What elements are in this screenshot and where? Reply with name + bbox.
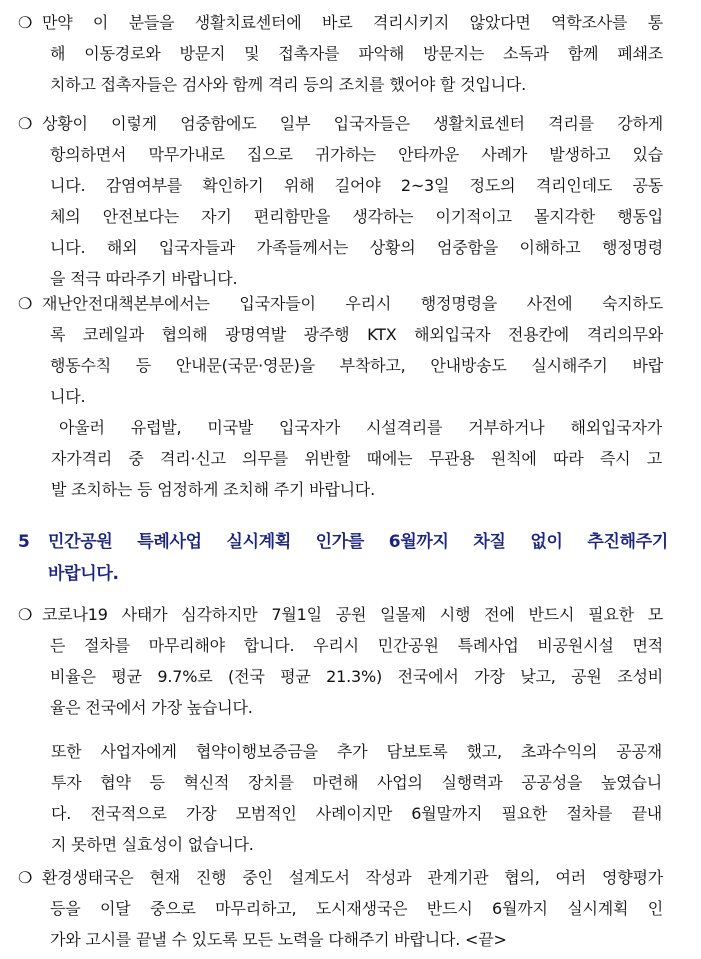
text-line: 록 코레일과 협의해 광명역발 광주행 KTX 해외입국자 전용칸에 격리의무와	[50, 325, 663, 344]
section-heading-park-project	[18, 526, 668, 590]
bullet-icon: ❍	[18, 868, 33, 887]
text-line: 코로나19 사태가 심각하지만 7월1일 공원 일몰제 시행 전에 반드시 필요한 모	[42, 605, 663, 624]
text-line: 항의하면서 막무가내로 집으로 귀가하는 안타까운 사례가 발생하고 있습	[50, 145, 663, 164]
text-line: 또한 사업자에게 협약이행보증금을 추가 담보토록 했고, 초과수익의 공공재	[51, 742, 662, 761]
text-line: 다. 전국적으로 가장 모범적인 사례이지만 6월말까지 필요한 절차를 끝내	[51, 804, 662, 823]
text-line: 투자 협약 등 혁신적 장치를 마련해 사업의 실행력과 공공성을 높였습니	[51, 773, 662, 792]
bullet-paragraph-entrant-refusal	[18, 108, 663, 294]
text-line: 체의 안전보다는 자기 편리함만을 생각하는 이기적이고 몰지각한 행동입	[50, 207, 663, 226]
paragraph-performance-bond	[51, 736, 662, 860]
text-line: 환경생태국은 현재 진행 중인 설계도서 작성과 관계기관 협의, 여러 영향평가	[42, 868, 663, 887]
text-line: 발 조치하는 등 엄정하게 조치해 주기 바랍니다.	[51, 480, 376, 499]
text-line: 가와 고시를 끝낼 수 있도록 모든 노력을 다해주기 바랍니다. <끝>	[50, 930, 507, 949]
text-line: 비율은 평균 9.7%로 (전국 평균 21.3%) 전국에서 가장 낮고, 공원 조성비	[50, 667, 663, 686]
bullet-paragraph-park-sunset	[18, 599, 663, 723]
section-number: 5	[18, 532, 30, 552]
bullet-icon: ❍	[18, 114, 33, 133]
bullet-icon: ❍	[18, 13, 33, 32]
text-line: 등을 이달 중으로 마무리하고, 도시재생국은 반드시 6월까지 실시계획 인	[50, 899, 663, 918]
text-line: 만약 이 분들을 생활치료센터에 바로 격리시키지 않았다면 역학조사를 통	[42, 13, 663, 32]
bullet-paragraph-environment-bureau	[18, 862, 663, 955]
text-line: 행동수칙 등 안내문(국문·영문)을 부착하고, 안내방송도 실시해주기 바랍	[50, 356, 663, 375]
text-line: 을 적극 따라주기 바랍니다.	[50, 269, 238, 288]
text-line: 자가격리 중 격리·신고 의무를 위반할 때에는 무관용 원칙에 따라 즉시 고	[51, 449, 662, 468]
text-line: 지 못하면 실효성이 없습니다.	[51, 835, 254, 854]
paragraph-zero-tolerance	[51, 412, 662, 505]
bullet-icon: ❍	[18, 294, 33, 313]
text-line: 상황이 이렇게 엄중함에도 일부 입국자들은 생활치료센터 격리를 강하게	[42, 114, 663, 133]
text-line: 해 이동경로와 방문지 및 접촉자를 파악해 방문지는 소독과 함께 폐쇄조	[50, 44, 663, 63]
text-line: 든 절차를 마무리해야 합니다. 우리시 민간공원 특례사업 비공원시설 면적	[50, 636, 663, 655]
text-line: 율은 전국에서 가장 높습니다.	[50, 698, 253, 717]
text-line: 아울러 유럽발, 미국발 입국자가 시설격리를 거부하거나 해외입국자가	[59, 418, 662, 437]
bullet-paragraph-ktx-notice	[18, 288, 663, 412]
text-line: 니다.	[50, 387, 86, 406]
text-line: 재난안전대책본부에서는 입국자들이 우리시 행정명령을 사전에 숙지하도	[42, 294, 663, 313]
text-line: 치하고 접촉자들은 검사와 함께 격리 등의 조치를 했어야 할 것입니다.	[50, 75, 527, 94]
text-line: 니다. 해외 입국자들과 가족들께서는 상황의 엄중함을 이해하고 행정명령	[50, 238, 663, 257]
text-line: 니다. 감염여부를 확인하기 위해 길어야 2~3일 정도의 격리인데도 공동	[50, 176, 663, 195]
heading-line: 민간공원 특례사업 실시계획 인가를 6월까지 차질 없이 추진해주기	[48, 532, 668, 552]
bullet-icon: ❍	[18, 605, 33, 624]
heading-line: 바랍니다.	[48, 564, 119, 584]
bullet-paragraph-quarantine-tracing	[18, 7, 663, 100]
